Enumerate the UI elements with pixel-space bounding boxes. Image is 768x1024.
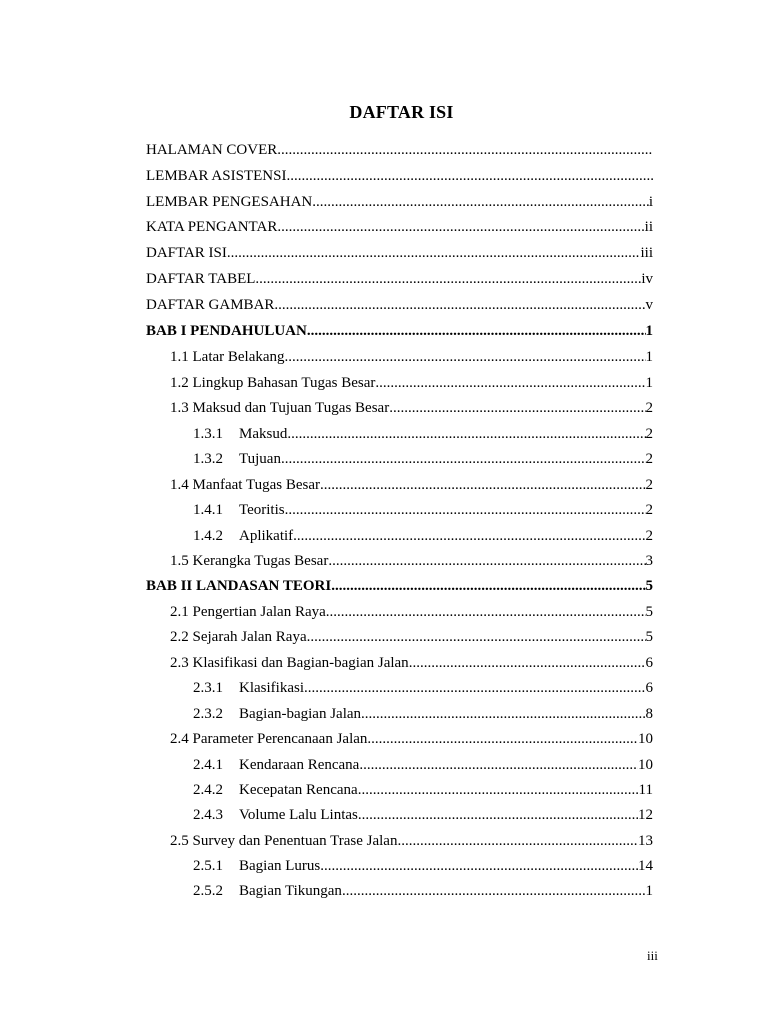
dot-leader — [287, 425, 645, 443]
toc-entry-label: 2.1 Pengertian Jalan Raya — [170, 604, 326, 620]
toc-entry-label: LEMBAR PENGESAHAN — [146, 194, 313, 210]
toc-entry — [193, 857, 653, 875]
toc-entry-page: 1 — [645, 883, 653, 899]
toc-entry — [146, 193, 653, 211]
dot-leader — [358, 781, 639, 799]
toc-entry-number: 1.4.2 — [193, 528, 223, 544]
toc-entry-label: DAFTAR ISI — [146, 245, 227, 261]
toc-entry-page: 1 — [645, 349, 653, 365]
toc-entry-page: 10 — [638, 731, 653, 747]
toc-entry — [170, 476, 653, 494]
toc-entry-label: 1.3 Maksud dan Tujuan Tugas Besar — [170, 400, 390, 416]
toc-entry-label: Klasifikasi — [239, 680, 304, 696]
dot-leader — [285, 501, 646, 519]
dot-leader — [326, 603, 646, 621]
toc-entry-label: KATA PENGANTAR — [146, 219, 278, 235]
toc-entry-label: BAB I PENDAHULUAN — [146, 323, 307, 339]
toc-entry-label: LEMBAR ASISTENSI — [146, 168, 287, 184]
toc-entry — [193, 756, 653, 774]
toc-entry-label: 2.5 Survey dan Penentuan Trase Jalan — [170, 833, 398, 849]
toc-entry — [193, 705, 653, 723]
toc-entry-label: Maksud — [239, 426, 288, 442]
toc-entry — [170, 628, 653, 646]
toc-entry-number: 2.3.1 — [193, 680, 223, 696]
dot-leader — [375, 374, 645, 392]
dot-leader — [320, 857, 638, 875]
toc-entry-page: 5 — [645, 604, 653, 620]
toc-entry-page: iv — [641, 271, 653, 287]
toc-entry-page: 12 — [638, 807, 653, 823]
toc-entry-label: DAFTAR TABEL — [146, 271, 256, 287]
toc-entry-page: 10 — [638, 757, 653, 773]
toc-entry-label: 1.2 Lingkup Bahasan Tugas Besar — [170, 375, 376, 391]
dot-leader — [358, 806, 638, 824]
toc-entry — [193, 527, 653, 545]
toc-entry — [146, 167, 653, 185]
toc-entry — [146, 322, 653, 340]
dot-leader — [397, 832, 638, 850]
toc-entry-number: 2.4.2 — [193, 782, 223, 798]
dot-leader — [277, 218, 644, 236]
dot-leader — [304, 679, 646, 697]
toc-entry — [193, 806, 653, 824]
toc-entry-number: 2.3.2 — [193, 706, 223, 722]
dot-leader — [320, 476, 646, 494]
toc-entry-label: Bagian Lurus — [239, 858, 321, 874]
toc-entry-page: 11 — [638, 782, 653, 798]
toc-entry-label: 2.3 Klasifikasi dan Bagian-bagian Jalan — [170, 655, 409, 671]
dot-leader — [312, 193, 649, 211]
dot-leader — [409, 654, 646, 672]
toc-entry-label: BAB II LANDASAN TEORI — [146, 578, 332, 594]
toc-entry-number: 2.4.3 — [193, 807, 223, 823]
toc-entry-page: 6 — [645, 680, 653, 696]
dot-leader — [274, 296, 645, 314]
toc-entry-number: 2.5.2 — [193, 883, 223, 899]
toc-entry-page: 1 — [645, 323, 653, 339]
page-number: iii — [647, 948, 658, 963]
toc-entry-number: 1.3.1 — [193, 426, 223, 442]
toc-entry — [193, 501, 653, 519]
toc-entry-page: i — [648, 194, 653, 210]
dot-leader — [293, 527, 645, 545]
toc-entry-number: 1.4.1 — [193, 502, 223, 518]
dot-leader — [389, 399, 645, 417]
toc-entry-number: 2.5.1 — [193, 858, 223, 874]
toc-entry — [146, 577, 653, 595]
toc-entry-page: 2 — [645, 400, 653, 416]
toc-entry-page: 13 — [638, 833, 653, 849]
toc-entry — [193, 679, 653, 697]
toc-entry-label: Kecepatan Rencana — [239, 782, 358, 798]
dot-leader — [277, 141, 653, 159]
dot-leader — [331, 577, 645, 595]
toc-entry-page: 6 — [645, 655, 653, 671]
toc-entry-page: 2 — [645, 451, 653, 467]
toc-entry — [146, 244, 653, 262]
toc-entry-page: 3 — [645, 553, 653, 569]
toc-entry — [146, 218, 653, 236]
toc-entry-label: Aplikatif — [239, 528, 294, 544]
toc-entry-label: HALAMAN COVER — [146, 142, 278, 158]
toc-entry-label: Kendaraan Rencana — [239, 757, 360, 773]
dot-leader — [307, 322, 646, 340]
toc-entry-page: 2 — [645, 426, 653, 442]
toc-entry-page: 2 — [645, 528, 653, 544]
toc-entry — [193, 425, 653, 443]
toc-entry — [170, 654, 653, 672]
toc-entry-page: 8 — [645, 706, 653, 722]
toc-entry — [170, 399, 653, 417]
dot-leader — [307, 628, 646, 646]
toc-entry — [170, 374, 653, 392]
toc-entry-label: Bagian Tikungan — [239, 883, 342, 899]
toc-entry — [170, 552, 653, 570]
toc-entry-label: 2.2 Sejarah Jalan Raya — [170, 629, 307, 645]
dot-leader — [342, 882, 646, 900]
toc-entry — [193, 781, 653, 799]
dot-leader — [281, 450, 646, 468]
toc-entry — [193, 450, 653, 468]
dot-leader — [367, 730, 638, 748]
toc-entry-label: Bagian-bagian Jalan — [239, 706, 362, 722]
toc-entry-page: v — [645, 297, 653, 313]
toc-entry-label: Tujuan — [239, 451, 281, 467]
dot-leader — [285, 348, 646, 366]
toc-entry-page: 2 — [645, 502, 653, 518]
toc-entry — [146, 296, 653, 314]
toc-entry-page: iii — [640, 245, 653, 261]
toc-entry-page: 1 — [645, 375, 653, 391]
page-title: DAFTAR ISI — [349, 102, 454, 122]
toc-entry-label: 1.4 Manfaat Tugas Besar — [170, 477, 320, 493]
toc-entry — [170, 603, 653, 621]
dot-leader — [361, 705, 645, 723]
dot-leader — [359, 756, 638, 774]
toc-entry-label: Volume Lalu Lintas — [239, 807, 358, 823]
toc-entry-label: Teoritis — [239, 502, 285, 518]
toc-entry — [146, 270, 653, 288]
dot-leader — [328, 552, 645, 570]
dot-leader — [255, 270, 641, 288]
toc-entry-page: 5 — [645, 629, 653, 645]
toc-entry — [170, 730, 653, 748]
toc-entry-label: DAFTAR GAMBAR — [146, 297, 275, 313]
toc-entry-page: 14 — [638, 858, 653, 874]
toc-entry-label: 1.5 Kerangka Tugas Besar — [170, 553, 329, 569]
toc-entry — [146, 141, 653, 159]
toc-entry — [170, 348, 653, 366]
dot-leader — [286, 167, 653, 185]
toc-entry-page: 5 — [645, 578, 653, 594]
toc-entry — [193, 882, 653, 900]
toc-entry-number: 1.3.2 — [193, 451, 223, 467]
toc-entry-label: 2.4 Parameter Perencanaan Jalan — [170, 731, 368, 747]
toc-entry-page: 2 — [645, 477, 653, 493]
toc-entry-number: 2.4.1 — [193, 757, 223, 773]
toc-entry-page: ii — [644, 219, 653, 235]
dot-leader — [227, 244, 641, 262]
toc-entry — [170, 832, 653, 850]
toc-entry-label: 1.1 Latar Belakang — [170, 349, 285, 365]
